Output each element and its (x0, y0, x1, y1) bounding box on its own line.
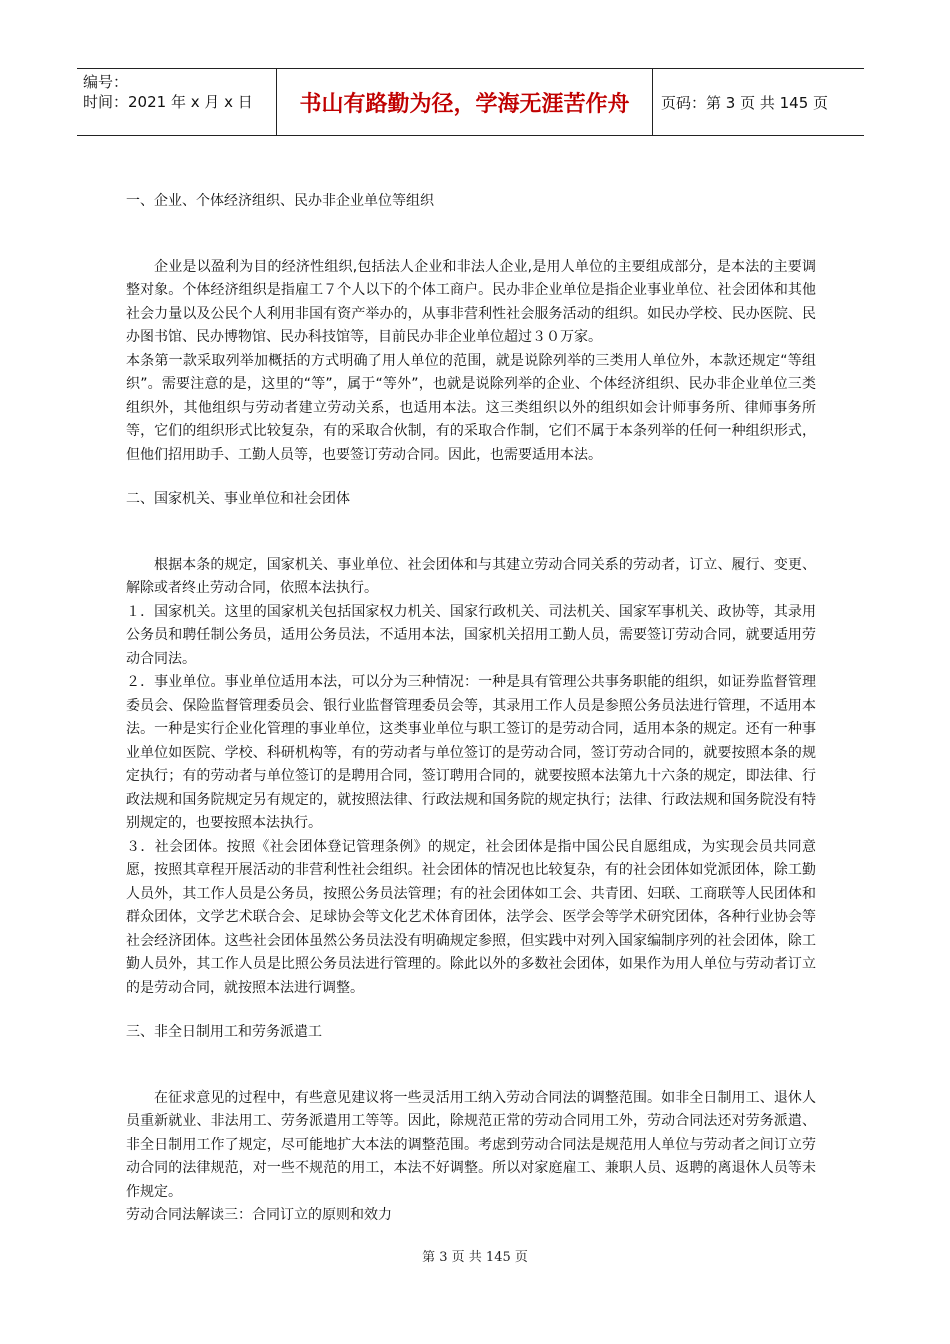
document-body (126, 190, 816, 1228)
paragraph: 根据本条的规定，国家机关、事业单位、社会团体和与其建立劳动合同关系的劳动者，订立、履行、变更、解除或者终止劳动合同，依照本法执行。 (126, 556, 816, 596)
spacer (126, 467, 816, 488)
header-meta (77, 69, 277, 135)
header-motto: 书山有路勤为径，学海无涯苦作舟 (299, 91, 630, 117)
section-heading: 一、企业、个体经济组织、民办非企业单位等组织 (126, 193, 434, 209)
paragraph: １．国家机关。这里的国家机关包括国家权力机关、国家行政机关、司法机关、国家军事机关、政协等，其录用公务员和聘任制公务员，适用公务员法，不适用本法，国家机关招用工勤人员，需要签订劳动合同，就要适用劳动合同法。 (126, 603, 816, 667)
section-heading: 二、国家机关、事业单位和社会团体 (126, 491, 350, 507)
page-footer: 第 3 页 共 145 页 (422, 1250, 528, 1265)
paragraph: ３．社会团体。按照《社会团体登记管理条例》的规定，社会团体是指中国公民自愿组成，为实现会员共同意愿，按照其章程开展活动的非营利性社会组织。社会团体的情况也比较复杂，有的社会团体如党派团体，除工勤人员外，其工作人员是公务员，按照公务员法管理；有的社会团体如工会、共青团、妇联、工商联等人民团体和群众团体，文学艺术联合会、足球协会等文化艺术体育团体，法学会、医学会等学术研究团体，各种行业协会等社会经济团体。这些社会团体虽然公务员法没有明确规定参照，但实践中对列入国家编制序列的社会团体，除工勤人员外，其工作人员是比照公务员法进行管理的。除此以外的多数社会团体，如果作为用人单位与劳动者订立的是劳动合同，就按照本法进行调整。 (126, 838, 816, 996)
spacer (126, 1000, 816, 1021)
spacer (126, 533, 816, 554)
header-page-cell (653, 69, 864, 135)
spacer (126, 235, 816, 256)
paragraph: 在征求意见的过程中，有些意见建议将一些灵活用工纳入劳动合同法的调整范围。如非全日制用工、退休人员重新就业、非法用工、劳务派遣用工等等。因此，除规范正常的劳动合同用工外，劳动合同法还对劳务派遣、非全日制用工作了规定，尽可能地扩大本法的调整范围。考虑到劳动合同法是规范用人单位与劳动者之间订立劳动合同的法律规范，对一些不规范的用工，本法不好调整。所以对家庭雇工、兼职人员、返聘的离退休人员等未作规定。 (126, 1089, 816, 1200)
document-number-label: 编号： (83, 73, 129, 91)
document-date-label: 时间：2021 年 x 月 x 日 (83, 93, 253, 111)
paragraph: 劳动合同法解读三：合同订立的原则和效力 (126, 1207, 392, 1223)
header-page-number: 页码：第 3 页 共 145 页 (661, 93, 829, 112)
spacer (126, 1066, 816, 1087)
section-heading: 三、非全日制用工和劳务派遣工 (126, 1024, 322, 1040)
header-motto-cell (277, 69, 653, 135)
paragraph: ２．事业单位。事业单位适用本法，可以分为三种情况：一种是具有管理公共事务职能的组织，如证券监督管理委员会、保险监督管理委员会、银行业监督管理委员会等，其录用工作人员是参照公务员法进行管理，不适用本法。一种是实行企业化管理的事业单位，这类事业单位与职工签订的是劳动合同，适用本条的规定。还有一种事业单位如医院、学校、科研机构等，有的劳动者与单位签订的是劳动合同，签订劳动合同的，就要按照本条的规定执行；有的劳动者与单位签订的是聘用合同，签订聘用合同的，就要按照本法第九十六条的规定，即法律、行政法规和国务院规定另有规定的，就按照法律、行政法规和国务院的规定执行；法律、行政法规和国务院没有特别规定的，也要按照本法执行。 (126, 674, 816, 831)
page-header (77, 68, 864, 136)
paragraph: 企业是以盈利为目的经济性组织,包括法人企业和非法人企业,是用人单位的主要组成部分，是本法的主要调整对象。个体经济组织是指雇工７个人以下的个体工商户。民办非企业单位是指企业事业单位、社会团体和其他社会力量以及公民个人利用非国有资产举办的，从事非营利性社会服务活动的组织。如民办学校、民办医院、民办图书馆、民办博物馆、民办科技馆等，目前民办非企业单位超过３０万家。 (126, 258, 816, 345)
paragraph: 本条第一款采取列举加概括的方式明确了用人单位的范围，就是说除列举的三类用人单位外，本款还规定“等组织”。需要注意的是，这里的“等”，属于“等外”，也就是说除列举的企业、个体经济组织、民办非企业单位三类组织外，其他组织与劳动者建立劳动关系，也适用本法。这三类组织以外的组织如会计师事务所、律师事务所等，它们的组织形式比较复杂，有的采取合伙制，有的采取合作制，它们不属于本条列举的任何一种组织形式，但他们招用助手、工勤人员等，也要签订劳动合同。因此，也需要适用本法。 (126, 352, 816, 463)
